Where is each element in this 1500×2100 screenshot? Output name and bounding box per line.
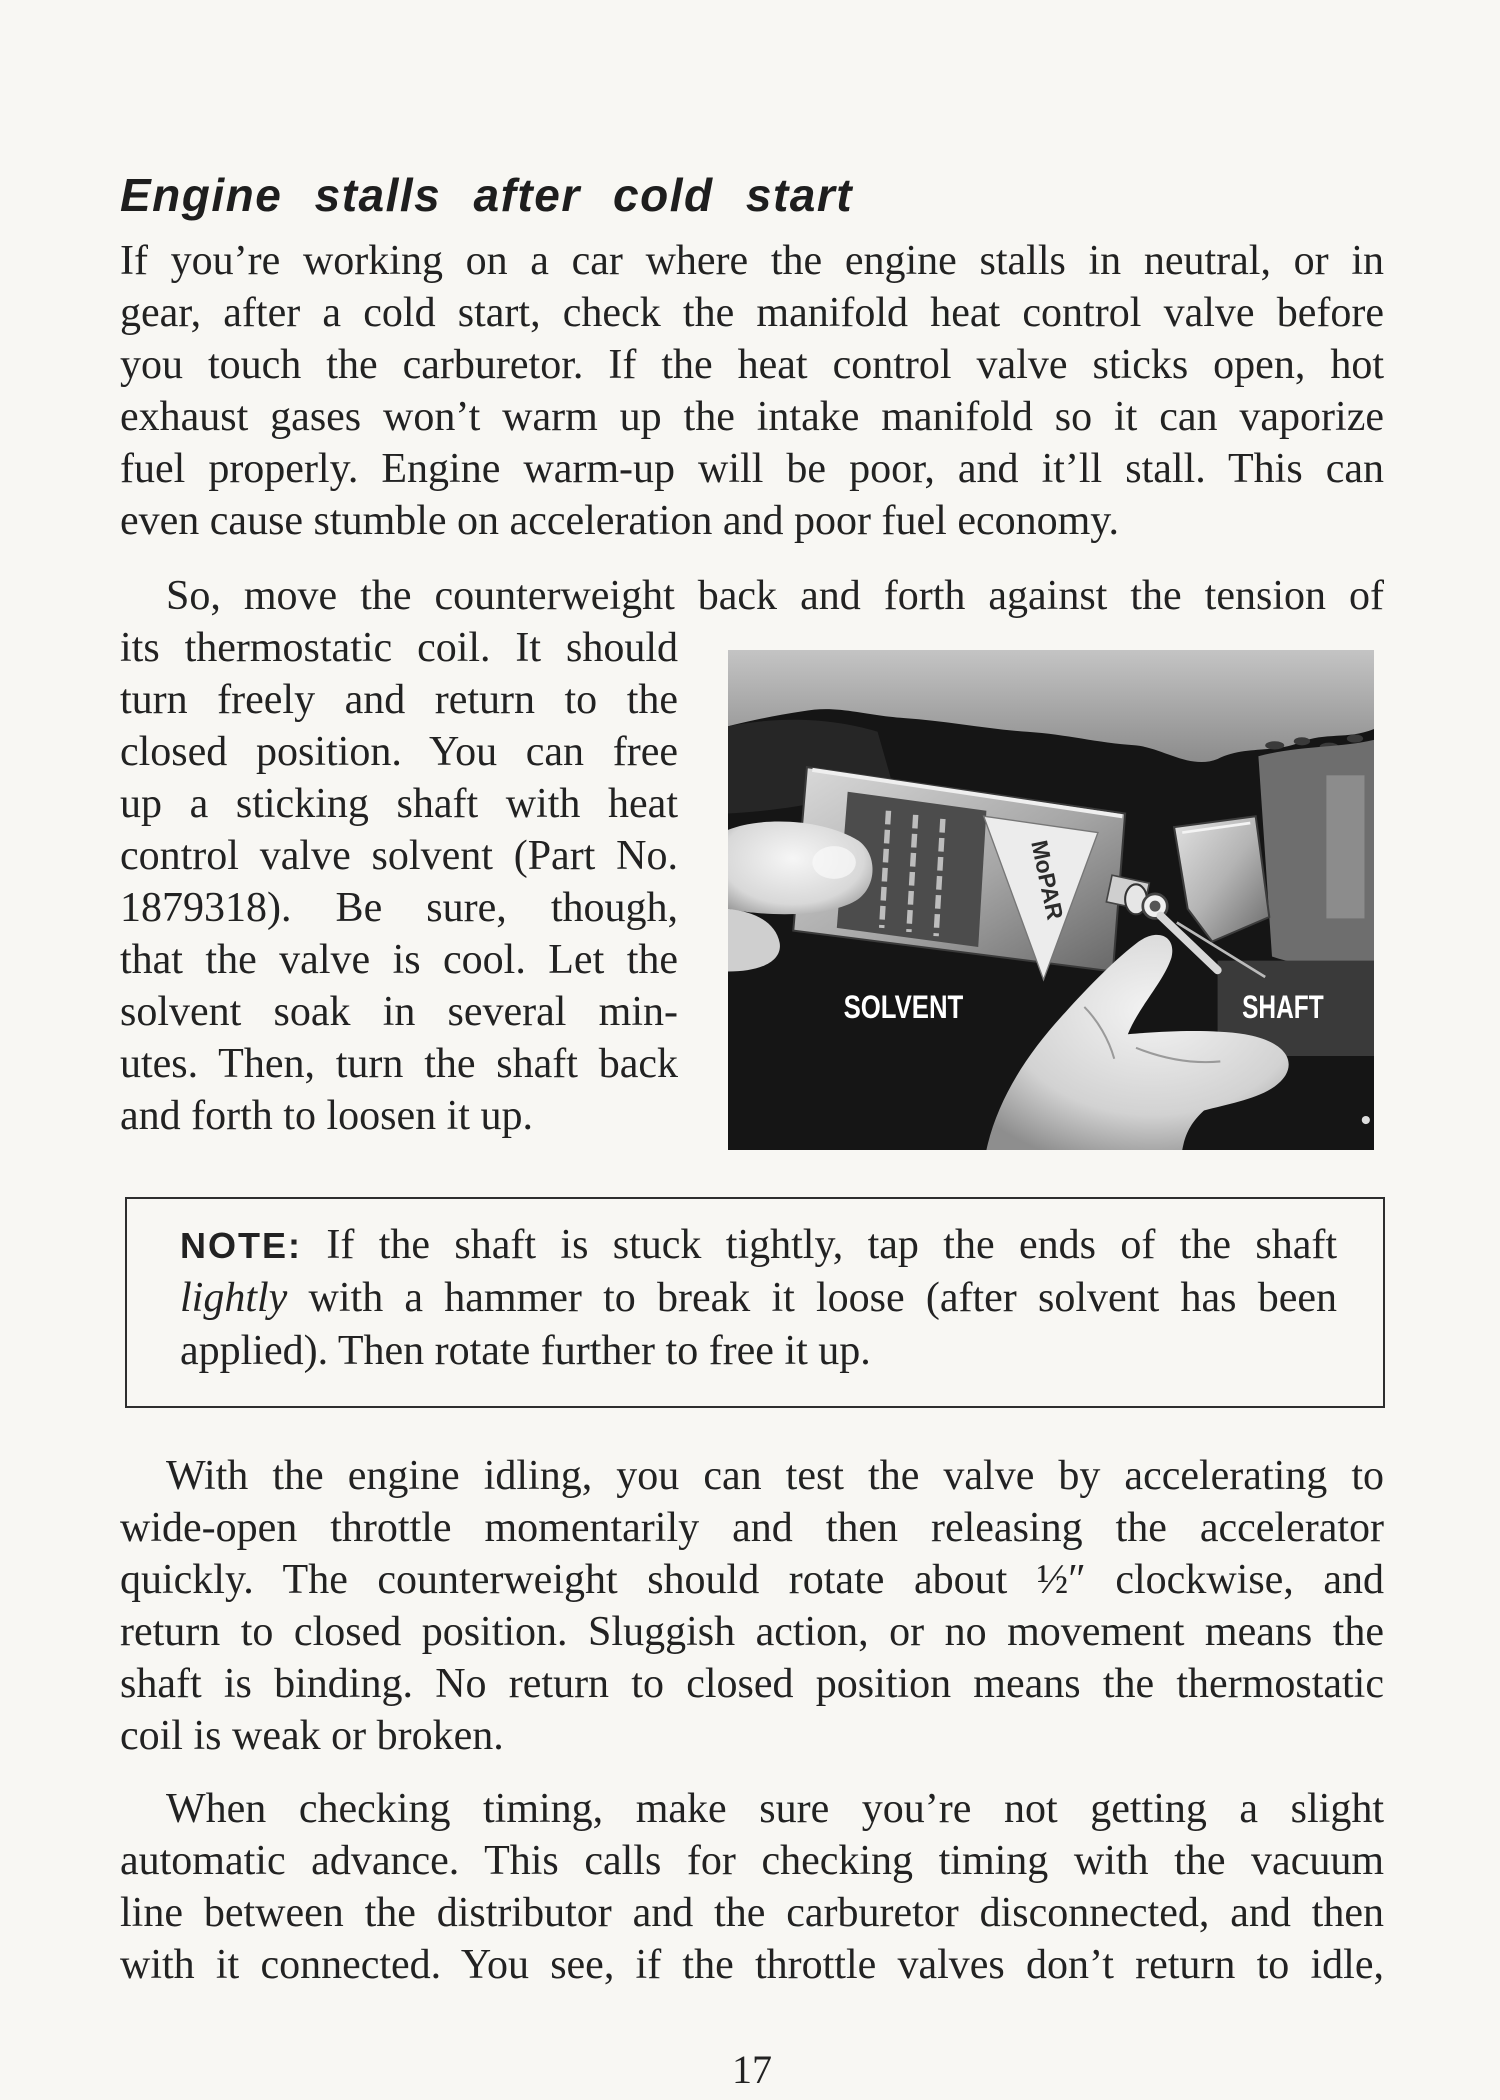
text-line: With the engine idling, you can test the valve by accelerating to bbox=[166, 1453, 1384, 1499]
page-number: 17 bbox=[732, 2047, 772, 2092]
note-text: with a hammer to break it loose (after solvent has been bbox=[287, 1275, 1337, 1321]
note-emphasis: lightly bbox=[180, 1275, 288, 1321]
photo bbox=[728, 650, 1374, 1150]
text-line: even cause stumble on acceleration and poor fuel economy. bbox=[120, 498, 1120, 544]
note-text: applied). Then rotate further to free it up. bbox=[180, 1328, 871, 1374]
section-heading: Engine stalls after cold start bbox=[120, 169, 854, 221]
text-line: control valve solvent (Part No. bbox=[120, 833, 678, 879]
note-box bbox=[125, 1197, 1385, 1408]
text-line: turn freely and return to the bbox=[120, 677, 678, 723]
text-line: with it connected. You see, if the throttle valves don’t return to idle, bbox=[120, 1942, 1384, 1988]
note-line bbox=[180, 1325, 1337, 1378]
text-line: 1879318). Be sure, though, bbox=[120, 885, 678, 931]
text-line: its thermostatic coil. It should bbox=[120, 625, 678, 671]
note-label: NOTE: bbox=[180, 1225, 302, 1266]
text-line: automatic advance. This calls for checking timing with the vacuum bbox=[120, 1838, 1384, 1884]
note-line bbox=[180, 1272, 1337, 1325]
text-line: fuel properly. Engine warm-up will be poor, and it’ll stall. This can bbox=[120, 446, 1384, 492]
text-line: When checking timing, make sure you’re not getting a slight bbox=[166, 1786, 1384, 1832]
text-line: So, move the counterweight back and forth against the tension of bbox=[166, 573, 1384, 619]
text-line: line between the distributor and the carburetor disconnected, and then bbox=[120, 1890, 1384, 1936]
engine-block-highlight bbox=[1326, 775, 1364, 918]
text-line: quickly. The counterweight should rotate about ½″ clockwise, and bbox=[120, 1557, 1384, 1603]
can-logo: MoPAR bbox=[1026, 837, 1069, 923]
text-line: If you’re working on a car where the engine stalls in neutral, or in bbox=[120, 238, 1384, 284]
text-line: exhaust gases won’t warm up the intake manifold so it can vaporize bbox=[120, 394, 1384, 440]
text-line: solvent soak in several min- bbox=[120, 989, 678, 1035]
label-shaft: SHAFT bbox=[1242, 987, 1324, 1025]
text-line: that the valve is cool. Let the bbox=[120, 937, 678, 983]
text-line: up a sticking shaft with heat bbox=[120, 781, 678, 827]
text-line: return to closed position. Sluggish action, or no movement means the bbox=[120, 1609, 1384, 1655]
thumbnail bbox=[812, 846, 856, 879]
text-line: wide-open throttle momentarily and then releasing the accelerator bbox=[120, 1505, 1384, 1551]
photo-speck bbox=[1362, 1116, 1370, 1124]
text-line: and forth to loosen it up. bbox=[120, 1093, 533, 1139]
text-line: utes. Then, turn the shaft back bbox=[120, 1041, 678, 1087]
paragraph-4 bbox=[120, 1783, 1384, 1991]
shaft-end bbox=[1150, 901, 1161, 912]
text-line: coil is weak or broken. bbox=[120, 1713, 504, 1759]
label-solvent: SOLVENT bbox=[843, 987, 964, 1025]
text-line: you touch the carburetor. If the heat control valve sticks open, hot bbox=[120, 342, 1384, 388]
note-line bbox=[180, 1219, 1337, 1272]
photo-figure bbox=[728, 650, 1374, 1150]
note-text: If the shaft is stuck tightly, tap the ends of the shaft bbox=[302, 1222, 1337, 1268]
text-line: gear, after a cold start, check the manifold heat control valve before bbox=[120, 290, 1384, 336]
text-line: closed position. You can free bbox=[120, 729, 678, 775]
text-line: shaft is binding. No return to closed position means the thermostatic bbox=[120, 1661, 1384, 1707]
paragraph-3 bbox=[120, 1450, 1384, 1762]
paragraph-1 bbox=[120, 235, 1384, 547]
